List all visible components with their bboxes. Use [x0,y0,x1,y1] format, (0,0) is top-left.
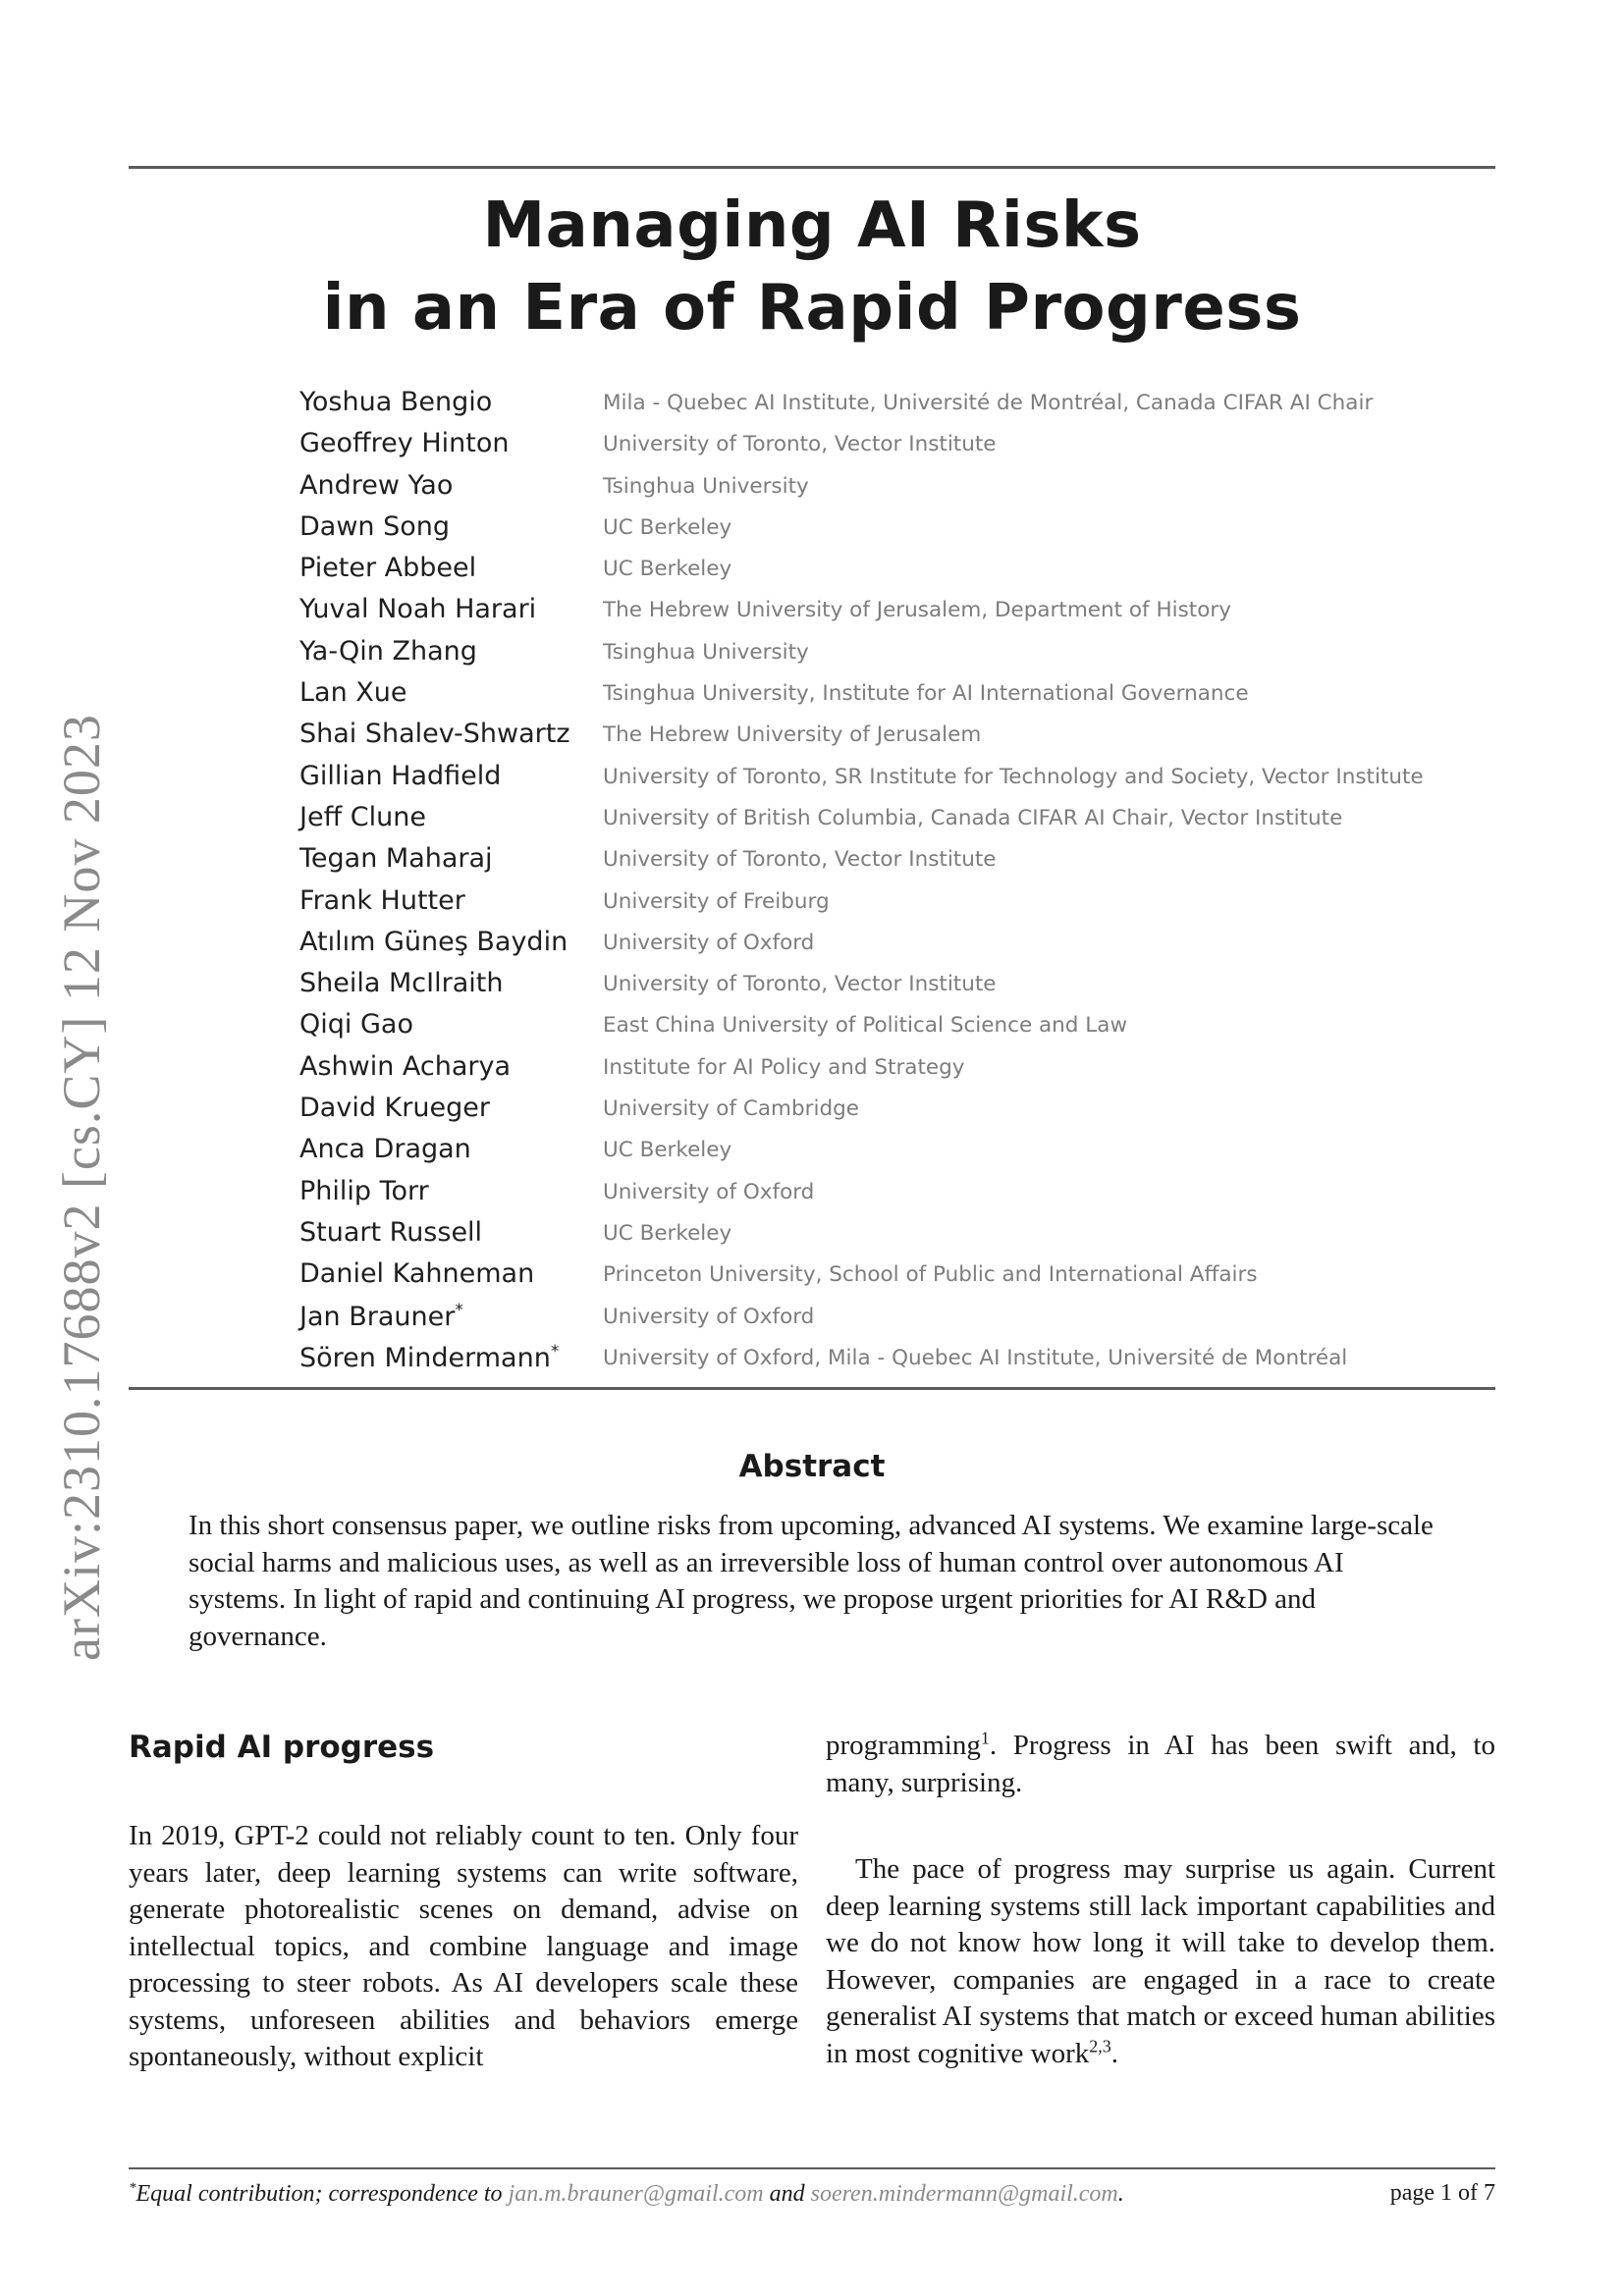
footnote-marker: * [129,2180,136,2196]
author-name-text: Jan Brauner [299,1301,456,1332]
author-row [299,632,1419,673]
author-affiliation: UC Berkeley [603,514,732,540]
author-affiliation: University of Oxford [603,930,815,955]
right-paragraph-2 [826,1851,1495,2072]
author-row [299,757,1424,798]
author-name [299,470,453,501]
author-name-text: Qiqi Gao [299,1009,413,1041]
author-row [299,1255,1419,1296]
author-name-text: Pieter Abbeel [299,553,477,584]
author-name [299,719,570,749]
author-row [299,424,1419,465]
author-row [299,1130,1419,1171]
author-name-text: Sören Mindermann [299,1342,551,1373]
author-name [299,1093,490,1123]
right-p1-end: . Progress in AI has been swift and, to many, surprising. [826,1730,1495,1798]
author-affiliation: Tsinghua University [603,639,809,665]
author-name [299,1134,471,1164]
author-name-text: Geoffrey Hinton [299,428,510,459]
author-affiliation: University of Oxford, Mila - Quebec AI Institute, Université de Montréal [603,1345,1348,1370]
equal-contribution-marker: * [455,1300,463,1320]
author-row [299,964,1419,1005]
author-name [299,927,568,957]
author-affiliation: UC Berkeley [603,557,732,582]
author-name [299,802,426,832]
author-name-text: Stuart Russell [299,1216,483,1248]
email-link-mindermann[interactable]: soeren.mindermann@gmail.com [810,2181,1118,2207]
author-list [299,383,1424,1379]
author-name [299,387,492,417]
section-heading: Rapid AI progress [129,1730,435,1765]
author-name [299,1342,559,1373]
author-name-text: Ya-Qin Zhang [299,635,477,667]
citation-2-3: 2,3 [1089,2035,1111,2056]
author-affiliation: University of British Columbia, Canada CIFAR AI Chair, Vector Institute [603,805,1343,830]
page-number: page 1 of 7 [1389,2180,1495,2206]
author-affiliation: University of Freiburg [603,888,830,914]
author-affiliation: University of Oxford [603,1179,815,1204]
author-row [299,798,1419,839]
author-name-text: Jeff Clune [299,801,426,832]
author-row [299,923,1419,964]
author-name [299,1217,482,1248]
author-row [299,590,1419,631]
left-column [129,1728,798,2076]
author-name-text: Daniel Kahneman [299,1258,535,1290]
top-rule [129,166,1495,169]
author-affiliation: Tsinghua University [603,473,809,499]
author-name-text: Shai Shalev-Shwartz [299,719,570,750]
author-affiliation: UC Berkeley [603,1138,732,1163]
author-row [299,1338,1419,1379]
author-name-text: Yuval Noah Harari [299,594,537,625]
author-affiliation: Tsinghua University, Institute for AI International Governance [603,681,1249,707]
author-affiliation: East China University of Political Science and Law [603,1013,1128,1039]
author-name-text: Gillian Hadfield [299,760,502,791]
footnote-and: and [763,2181,811,2207]
author-affiliation: University of Oxford [603,1304,815,1329]
author-name-text: Sheila McIlraith [299,968,504,999]
footnote [129,2180,1124,2208]
author-row [299,1047,1419,1089]
author-row [299,839,1419,881]
author-affiliation: UC Berkeley [603,1220,732,1246]
title-line-2: in an Era of Rapid Progress [322,272,1302,345]
author-affiliation: The Hebrew University of Jerusalem, Department of History [603,598,1231,623]
authors-bottom-rule [129,1387,1495,1390]
citation-1: 1 [980,1728,990,1748]
author-name [299,1258,534,1289]
author-row [299,466,1419,507]
author-row [299,1005,1419,1046]
author-name [299,761,501,791]
author-name-text: Lan Xue [299,677,407,709]
author-name-text: Ashwin Acharya [299,1050,512,1082]
author-row [299,383,1419,424]
abstract-text: In this short consensus paper, we outline risks from upcoming, advanced AI systems. We examine large-scale social harms and malicious uses, as well as an irreversible loss of human control over autonomous AI systems. In light of rapid and continuing AI progress, we propose urgent priorities for AI R&D and governance. [189,1510,1434,1652]
author-name [299,1009,413,1040]
author-name [299,636,477,667]
author-name-text: David Krueger [299,1093,490,1124]
author-name [299,677,407,708]
author-name [299,511,450,542]
equal-contribution-marker: * [550,1341,560,1362]
author-row [299,673,1419,715]
author-affiliation: University of Cambridge [603,1096,859,1122]
author-affiliation: University of Toronto, Vector Institute [603,432,997,457]
author-affiliation: University of Toronto, SR Institute for Technology and Society, Vector Institute [603,764,1424,789]
footnote-rule [129,2167,1495,2169]
author-row [299,507,1419,549]
author-name [299,553,476,583]
author-name-text: Anca Dragan [299,1134,471,1165]
author-name [299,1051,511,1082]
author-row [299,1089,1419,1130]
author-affiliation: University of Toronto, Vector Institute [603,847,997,873]
author-name [299,885,465,916]
author-row [299,715,1419,756]
author-row [299,1172,1419,1213]
author-row [299,881,1419,923]
email-link-brauner[interactable]: jan.m.brauner@gmail.com [508,2181,764,2207]
author-name-text: Andrew Yao [299,469,454,501]
title-line-1: Managing AI Risks [482,189,1142,262]
author-affiliation: University of Toronto, Vector Institute [603,972,997,997]
author-name-text: Philip Torr [299,1175,429,1206]
right-p2-end: . [1110,2037,1118,2069]
author-name [299,428,509,458]
author-name [299,1176,429,1206]
right-paragraph-1 [826,1728,1495,1801]
abstract-heading: Abstract [738,1449,886,1484]
author-row [299,1213,1419,1255]
author-name-text: Yoshua Bengio [299,387,493,417]
arxiv-identifier-stamp: arXiv:2310.17688v2 [cs.CY] 12 Nov 2023 [52,714,111,1661]
author-affiliation: Institute for AI Policy and Strategy [603,1054,965,1080]
author-name [299,594,536,624]
author-row [299,549,1419,590]
author-name [299,1301,463,1332]
author-affiliation: The Hebrew University of Jerusalem [603,722,982,748]
left-paragraph: In 2019, GPT-2 could not reliably count to ten. Only four years later, deep learning systems can write software, generate photorealistic scenes on demand, advise on intellectual topics, and combine language and image processing to steer robots. As AI developers scale these systems, unforeseen abilities and behaviors emerge spontaneously, without explicit [129,1820,798,2072]
author-name-text: Tegan Maharaj [299,843,493,875]
author-name-text: Frank Hutter [299,884,465,916]
right-column [826,1728,1495,2072]
author-name-text: Atılım Güneş Baydin [299,926,568,957]
author-name [299,968,503,998]
author-affiliation: Princeton University, School of Public and International Affairs [603,1262,1258,1288]
author-name-text: Dawn Song [299,510,451,542]
paper-title [129,185,1495,349]
author-affiliation: Mila - Quebec AI Institute, Université de Montréal, Canada CIFAR AI Chair [603,391,1374,415]
footnote-suffix: . [1117,2181,1124,2207]
footnote-prefix: Equal contribution; correspondence to [135,2181,509,2207]
right-p2-text: The pace of progress may surprise us again. Current deep learning systems still lack important capabilities and we do not know how long it will take to develop them. However, companies are engaged in a race to create generalist AI systems that match or exceed human abilities in most cognitive work [826,1853,1495,2069]
right-p1-start: programming [826,1730,981,1761]
author-name [299,843,493,874]
author-row [299,1297,1419,1338]
